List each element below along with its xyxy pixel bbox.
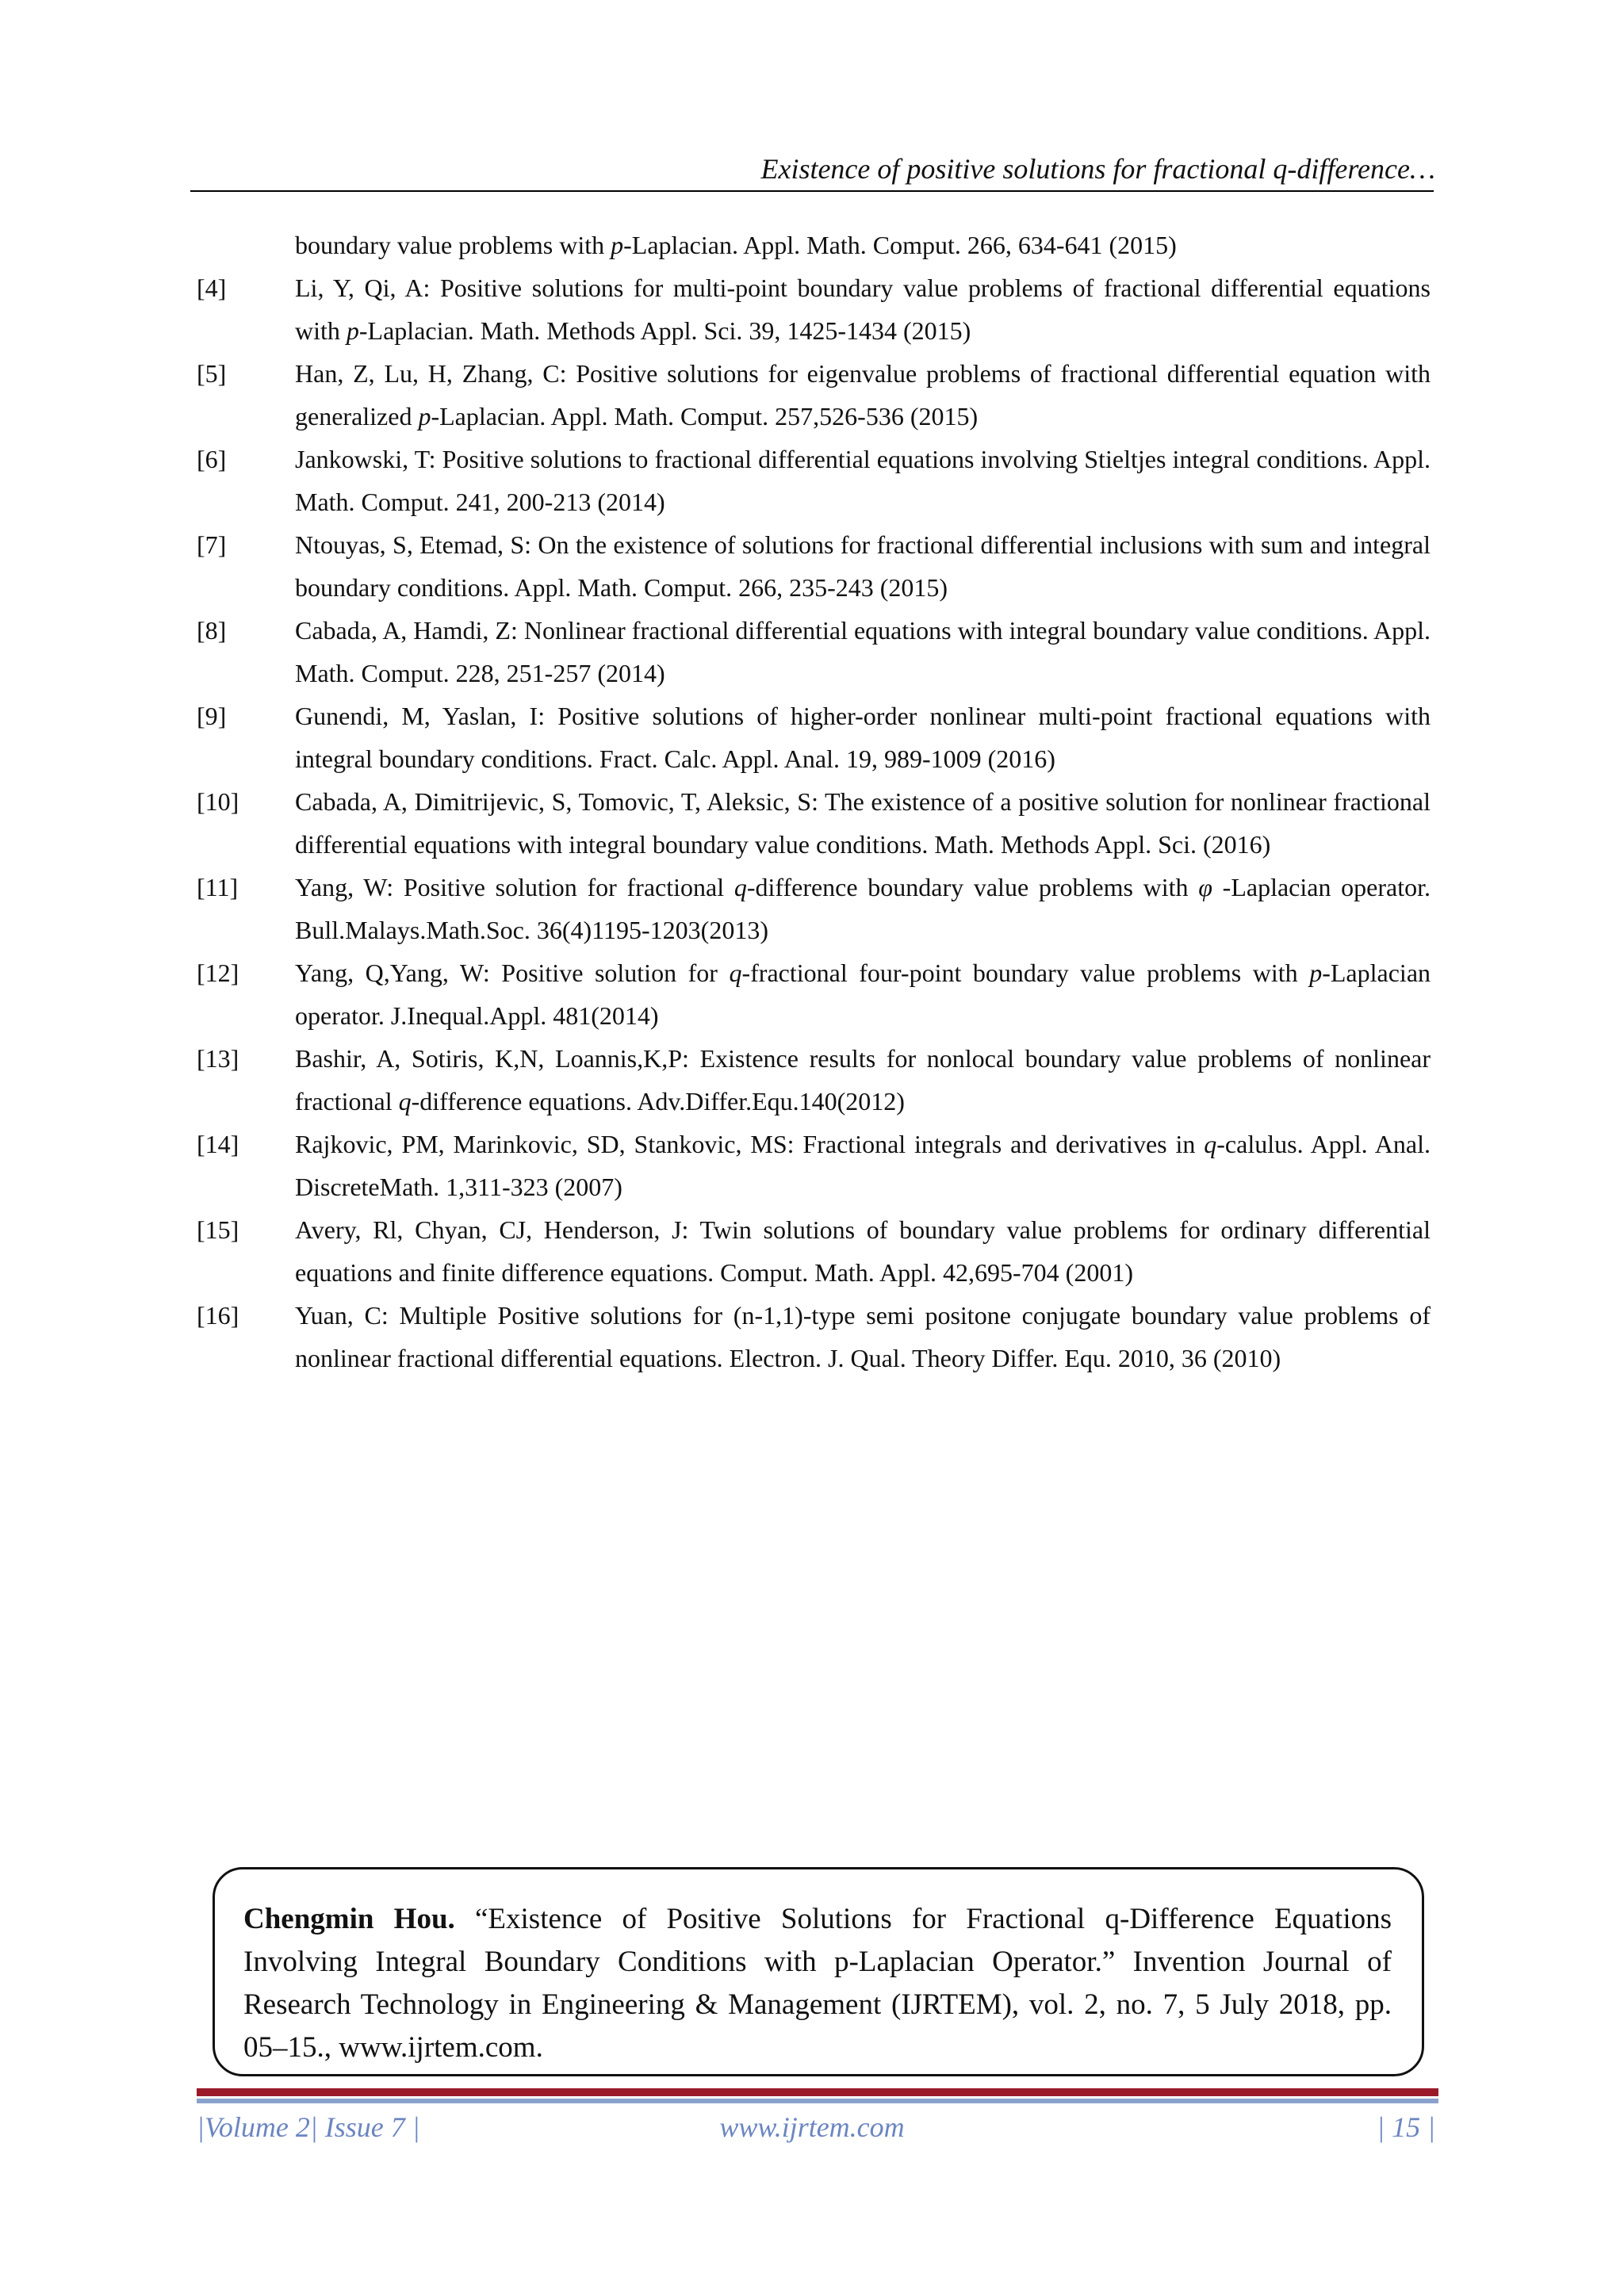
reference-text xyxy=(295,695,1431,780)
reference-item xyxy=(197,951,1431,1037)
reference-item xyxy=(197,1123,1431,1208)
reference-text xyxy=(295,1037,1431,1123)
reference-item xyxy=(197,1208,1431,1294)
reference-number: [10] xyxy=(197,787,239,816)
reference-text-segment: -Laplacian. Appl. Math. Comput. 257,526-536 (2015) xyxy=(431,402,979,430)
running-header-title: Existence of positive solutions for fractional q-difference… xyxy=(760,153,1435,185)
footer-website: www.ijrtem.com xyxy=(719,2111,905,2143)
reference-number: [6] xyxy=(197,445,227,473)
reference-text-segment: -Laplacian. Appl. Math. Comput. 266, 634-641 (2015) xyxy=(623,231,1177,259)
reference-text-segment: -difference boundary value problems with xyxy=(746,873,1199,901)
reference-text xyxy=(295,523,1431,609)
reference-text-segment: -Laplacian. Math. Methods Appl. Sci. 39, 1425-1434 (2015) xyxy=(358,316,971,345)
reference-number: [9] xyxy=(197,702,227,730)
reference-italic-symbol: p xyxy=(346,316,359,345)
reference-number: [15] xyxy=(197,1215,239,1244)
reference-number: [7] xyxy=(197,530,227,559)
header-rule xyxy=(190,190,1434,192)
reference-text-segment: Yang, W: Positive solution for fractional xyxy=(295,873,734,901)
reference-item xyxy=(197,438,1431,523)
reference-text-segment: -fractional four-point boundary value problems with xyxy=(741,959,1310,987)
reference-italic-symbol: q xyxy=(1204,1130,1217,1158)
reference-item xyxy=(197,609,1431,695)
reference-text-segment: Jankowski, T: Positive solutions to fractional differential equations involving Stieltjes integral conditions. Appl. Math. Comput. 241, 200-213 (2014) xyxy=(295,445,1431,516)
reference-item xyxy=(197,523,1431,609)
reference-text-segment: Bashir, A, Sotiris, K,N, Loannis,K,P: Existence results for nonlocal boundary value problems of nonlinear fractional xyxy=(295,1044,1431,1115)
reference-text xyxy=(295,780,1431,866)
reference-text-segment: Li, Y, Qi, A: Positive solutions for multi-point boundary value problems of fractional differential equations with xyxy=(295,274,1431,345)
footer-rule-red xyxy=(197,2088,1438,2096)
reference-number: [13] xyxy=(197,1044,239,1073)
footer-volume-issue: |Volume 2| Issue 7 | xyxy=(197,2111,420,2143)
reference-number: [16] xyxy=(197,1301,239,1330)
reference-number: [12] xyxy=(197,959,239,987)
reference-item xyxy=(197,695,1431,780)
reference-text xyxy=(295,1123,1431,1208)
reference-number: [4] xyxy=(197,274,227,302)
reference-item xyxy=(197,352,1431,438)
reference-text-segment: boundary value problems with xyxy=(295,231,611,259)
reference-item xyxy=(197,266,1431,352)
citation-text: “Existence of Positive Solutions for Fractional q-Difference Equations Involving Integral Boundary Conditions with p-Laplacian Operator.” Invention Journal of Research Technology in Engineering & Management (IJRTEM), vol. 2, no. 7, 5 July 2018, pp. 05–15., www.ijrtem.com. xyxy=(243,1903,1392,2064)
reference-text xyxy=(295,609,1431,695)
reference-italic-symbol: q xyxy=(729,959,742,987)
reference-item xyxy=(197,1294,1431,1380)
footer-page-number: | 15 | xyxy=(1377,2111,1435,2143)
reference-item xyxy=(197,866,1431,951)
reference-text-segment: -difference equations. Adv.Differ.Equ.140(2012) xyxy=(411,1087,905,1115)
reference-text-segment: Ntouyas, S, Etemad, S: On the existence of solutions for fractional differential inclusions with sum and integral boundary conditions. Appl. Math. Comput. 266, 235-243 (2015) xyxy=(295,530,1431,602)
reference-number: [8] xyxy=(197,616,227,645)
reference-italic-symbol: φ xyxy=(1198,873,1212,901)
reference-text xyxy=(295,224,1431,266)
reference-item xyxy=(197,224,1431,266)
citation-box xyxy=(213,1867,1424,2076)
reference-item xyxy=(197,780,1431,866)
reference-text-segment: -calulus. Appl. Anal. DiscreteMath. 1,311-323 (2007) xyxy=(295,1130,1431,1201)
reference-number: [5] xyxy=(197,359,227,388)
reference-italic-symbol: p xyxy=(1309,959,1323,987)
reference-italic-symbol: p xyxy=(611,231,624,259)
reference-text-segment: Yuan, C: Multiple Positive solutions for (n-1,1)-type semi positone conjugate boundary value problems of nonlinear fractional differential equations. Electron. J. Qual. Theory Differ. Equ. 2010, 36 (2010) xyxy=(295,1301,1431,1372)
reference-text xyxy=(295,266,1431,352)
reference-italic-symbol: q xyxy=(398,1087,412,1115)
reference-text xyxy=(295,1208,1431,1294)
footer-rule-blue xyxy=(197,2099,1438,2103)
reference-text-segment: Avery, Rl, Chyan, CJ, Henderson, J: Twin solutions of boundary value problems for ordinary differential equations and finite difference equations. Comput. Math. Appl. 42,695-704 (2001) xyxy=(295,1215,1431,1287)
reference-text-segment: Gunendi, M, Yaslan, I: Positive solutions of higher-order nonlinear multi-point fractional equations with integral boundary conditions. Fract. Calc. Appl. Anal. 19, 989-1009 (2016) xyxy=(295,702,1431,773)
reference-text-segment: Han, Z, Lu, H, Zhang, C: Positive solutions for eigenvalue problems of fractional differential equation with generalized xyxy=(295,359,1431,430)
reference-text xyxy=(295,951,1431,1037)
reference-text-segment: Cabada, A, Dimitrijevic, S, Tomovic, T, Aleksic, S: The existence of a positive solution for nonlinear fractional differential equations with integral boundary value conditions. Math. Methods Appl. Sci. (2016) xyxy=(295,787,1431,859)
reference-text xyxy=(295,438,1431,523)
reference-text-segment: Rajkovic, PM, Marinkovic, SD, Stankovic, MS: Fractional integrals and derivatives in xyxy=(295,1130,1205,1158)
reference-italic-symbol: p xyxy=(418,402,431,430)
reference-italic-symbol: q xyxy=(733,873,747,901)
reference-number: [14] xyxy=(197,1130,239,1158)
reference-text-segment: -Laplacian operator. Bull.Malays.Math.Soc. 36(4)1195-1203(2013) xyxy=(295,873,1431,944)
reference-number: [11] xyxy=(197,873,239,901)
reference-text xyxy=(295,866,1431,951)
reference-list xyxy=(197,224,1431,1380)
citation-author: Chengmin Hou. xyxy=(243,1903,455,1935)
reference-text xyxy=(295,352,1431,438)
reference-text xyxy=(295,1294,1431,1380)
reference-text-segment: Yang, Q,Yang, W: Positive solution for xyxy=(295,959,730,987)
reference-text-segment: -Laplacian operator. J.Inequal.Appl. 481(2014) xyxy=(295,959,1431,1030)
reference-item xyxy=(197,1037,1431,1123)
reference-text-segment: Cabada, A, Hamdi, Z: Nonlinear fractional differential equations with integral boundary value conditions. Appl. Math. Comput. 228, 251-257 (2014) xyxy=(295,616,1431,687)
